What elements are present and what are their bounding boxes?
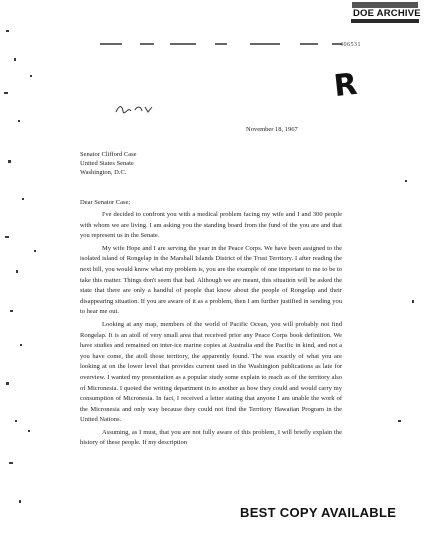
handwritten-initials xyxy=(115,103,155,115)
archive-stamp-label: DOE ARCHIVE xyxy=(353,8,421,19)
header-dotted-line xyxy=(100,43,365,49)
handwritten-r-mark: R xyxy=(332,66,359,105)
recipient-address xyxy=(80,151,137,177)
document-code: 406531 xyxy=(340,42,361,48)
salutation: Dear Senator Case; xyxy=(80,199,131,206)
paragraph: My wife Hope and I are serving the year in the Peace Corps. We have been assigned to the isolated island of Rongelap in the Marshall Islands District of the Trust Territory. I after reading the next bill, you would know what my problem is, you are the example of one important to me to be to take this matter. Things don't seem that bad. Although we are meant, this situation will be asked the state that there are only a handful of people that know about the people of Rongelap and their disappearing situation. If you are aware of it as a problem, then I am further justified in sending you to hear me out. xyxy=(80,244,342,316)
address-line: Senator Clifford Case xyxy=(80,151,137,158)
paragraph: Assuming, as I must, that you are not fully aware of this problem, I will briefly explain the history of these people. If my description xyxy=(80,428,342,447)
letter-body xyxy=(80,210,342,451)
best-copy-available-stamp: BEST COPY AVAILABLE xyxy=(240,505,397,520)
letter-date: November 18, 1967 xyxy=(246,126,298,133)
paragraph: I've decided to confront you with a medical problem facing my wife and I and 300 people with whom we are living. I am asking you the standing board from the fund of the you are and that you represent us in the Senate. xyxy=(80,211,342,240)
paragraph: Looking at any map, members of the world of Pacific Ocean, you will probably not find Rongelap. It is an atoll of very small area that received prior any Peace Corps book definition. We have studies and remained on inter-ice marine copies at Australia and the Pacific in kind, and not a you have come, the atoll those territory, the apparently found. The was exactly of what you are looking at on the lower level that provides current used in the Washington publications as late for overview. I wanted my presentation as a popular study some explain to reach as of the territory also of Micronesia. I quoted the writing department in to another as how they could and would carry my consumption of Micronesia. In fact, I received a letter stating that anyone I am unable the work of the Micronesia and only way because they could not find the Territory Hawaiian Program in the United Nations. xyxy=(80,320,342,424)
address-line: Washington, D.C. xyxy=(80,168,127,176)
archive-stamp-bar xyxy=(351,19,419,23)
address-line: United States Senate xyxy=(80,159,134,167)
